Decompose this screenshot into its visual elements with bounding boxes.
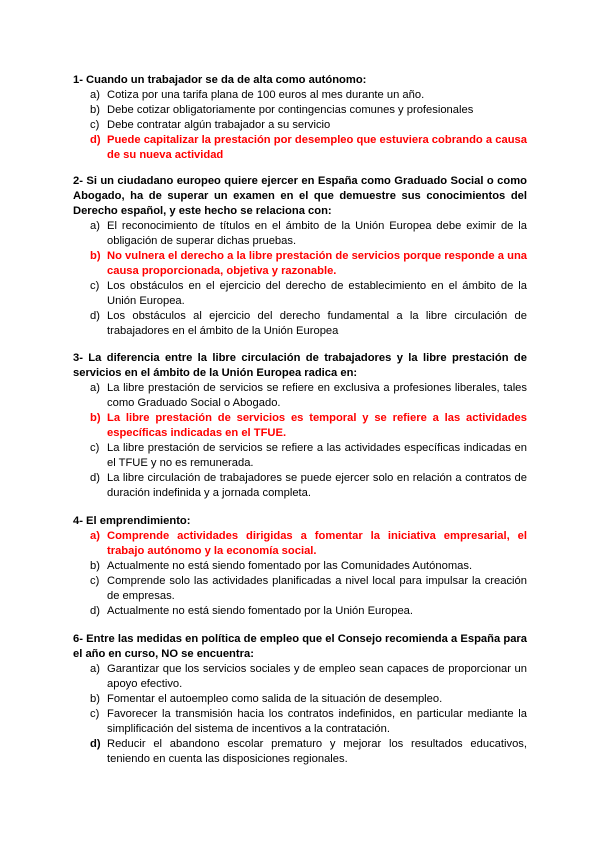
option-list [73,381,527,501]
option-d: d) Reducir el abandono escolar prematuro y mejorar los resultados educativos, teniendo en cuenta las disposiciones regionales. [90,738,527,765]
question-4 [73,514,527,619]
question-title: 3- La diferencia entre la libre circulación de trabajadores y la libre prestación de servicios en el ámbito de la Unión Europea radica en: [73,352,527,379]
question-2 [73,174,527,339]
option-c: c) Los obstáculos en el ejercicio del derecho de establecimiento en el ámbito de la Unión Europea. [90,280,527,307]
option-d: d) Los obstáculos al ejercicio del derecho fundamental a la libre circulación de trabajadores en el ámbito de la Unión Europea [90,310,527,337]
option-b: b) Actualmente no está siendo fomentado por las Comunidades Autónomas. [90,560,473,572]
question-6 [73,632,527,767]
question-title: 4- El emprendimiento: [73,515,191,527]
option-b: b) Debe cotizar obligatoriamente por contingencias comunes y profesionales [90,104,474,116]
option-a-correct: a) Comprende actividades dirigidas a fomentar la iniciativa empresarial, el trabajo autónomo y la economía social. [90,530,527,557]
option-a: a) Garantizar que los servicios sociales y de empleo sean capaces de proporcionar un apoyo efectivo. [90,663,527,690]
option-c: c) Debe contratar algún trabajador a su servicio [90,119,331,131]
option-c: c) Comprende solo las actividades planificadas a nivel local para impulsar la creación de empresas. [90,575,527,602]
option-list [73,529,527,619]
option-d: d) La libre circulación de trabajadores se puede ejercer solo en relación a contratos de duración indefinida y a jornada completa. [90,472,527,499]
question-title: 6- Entre las medidas en política de empleo que el Consejo recomienda a España para el año en curso, NO se encuentra: [73,633,527,660]
option-c: c) La libre prestación de servicios se refiere a las actividades específicas indicadas en el TFUE y no es remunerada. [90,442,527,469]
option-b-correct: b) No vulnera el derecho a la libre prestación de servicios porque responde a una causa proporcionada, objetiva y razonable. [90,250,527,277]
option-list [73,219,527,339]
option-list [73,662,527,767]
question-3 [73,351,527,501]
option-d: d) Actualmente no está siendo fomentado por la Unión Europea. [90,605,413,617]
option-a: a) La libre prestación de servicios se refiere en exclusiva a profesiones liberales, tales como Graduado Social o Abogado. [90,382,527,409]
option-list [73,88,527,163]
option-a: a) Cotiza por una tarifa plana de 100 euros al mes durante un año. [90,89,425,101]
question-title: 2- Si un ciudadano europeo quiere ejercer en España como Graduado Social o como Abogado, ha de superar un examen en el que demuestre sus conocimientos del Derecho español, y este hecho se relaciona con: [73,175,527,217]
option-b-correct: b) La libre prestación de servicios es temporal y se refiere a las actividades específicas indicadas en el TFUE. [90,412,527,439]
option-d-correct: d) Puede capitalizar la prestación por desempleo que estuviera cobrando a causa de su nueva actividad [90,134,527,161]
question-1 [73,73,527,163]
option-c: c) Favorecer la transmisión hacia los contratos indefinidos, en particular mediante la simplificación del sistema de incentivos a la contratación. [90,708,527,735]
option-a: a) El reconocimiento de títulos en el ámbito de la Unión Europea debe eximir de la obligación de superar dichas pruebas. [90,220,527,247]
option-b: b) Fomentar el autoempleo como salida de la situación de desempleo. [90,693,443,705]
question-title: 1- Cuando un trabajador se da de alta como autónomo: [73,74,367,86]
